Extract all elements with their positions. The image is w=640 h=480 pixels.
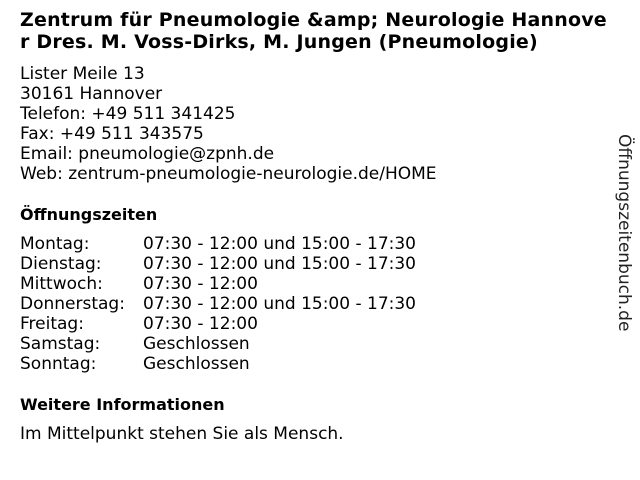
hours-time: 07:30 - 12:00 und 15:00 - 17:30 [143,294,416,314]
hours-time: Geschlossen [143,354,250,374]
further-info-text: Im Mittelpunkt stehen Sie als Mensch. [20,424,344,444]
hours-time: 07:30 - 12:00 und 15:00 - 17:30 [143,254,416,274]
business-title: Zentrum für Pneumologie &amp; Neurologie Hannover Dres. M. Voss-Dirks, M. Jungen (Pneumologie) [20,9,607,53]
phone-number: Telefon: +49 511 341425 [20,104,236,124]
hours-time: 07:30 - 12:00 und 15:00 - 17:30 [143,234,416,254]
further-info-heading: Weitere Informationen [20,395,225,414]
hours-day: Dienstag: [20,254,102,274]
website-address: Web: zentrum-pneumologie-neurologie.de/HOME [20,164,437,184]
hours-day: Freitag: [20,314,84,334]
hours-time: Geschlossen [143,334,250,354]
opening-hours-heading: Öffnungszeiten [20,205,158,224]
fax-number: Fax: +49 511 343575 [20,124,204,144]
hours-day: Sonntag: [20,354,97,374]
hours-day: Mittwoch: [20,274,103,294]
hours-day: Montag: [20,234,90,254]
address-block [20,64,437,184]
street-address: Lister Meile 13 [20,64,145,84]
postal-city: 30161 Hannover [20,84,163,104]
hours-day: Samstag: [20,334,101,354]
hours-day: Donnerstag: [20,294,125,314]
watermark: Öffnungszeitenbuch.de [614,134,634,332]
hours-time: 07:30 - 12:00 [143,274,258,294]
hours-time: 07:30 - 12:00 [143,314,258,334]
email-address: Email: pneumologie@zpnh.de [20,144,275,164]
